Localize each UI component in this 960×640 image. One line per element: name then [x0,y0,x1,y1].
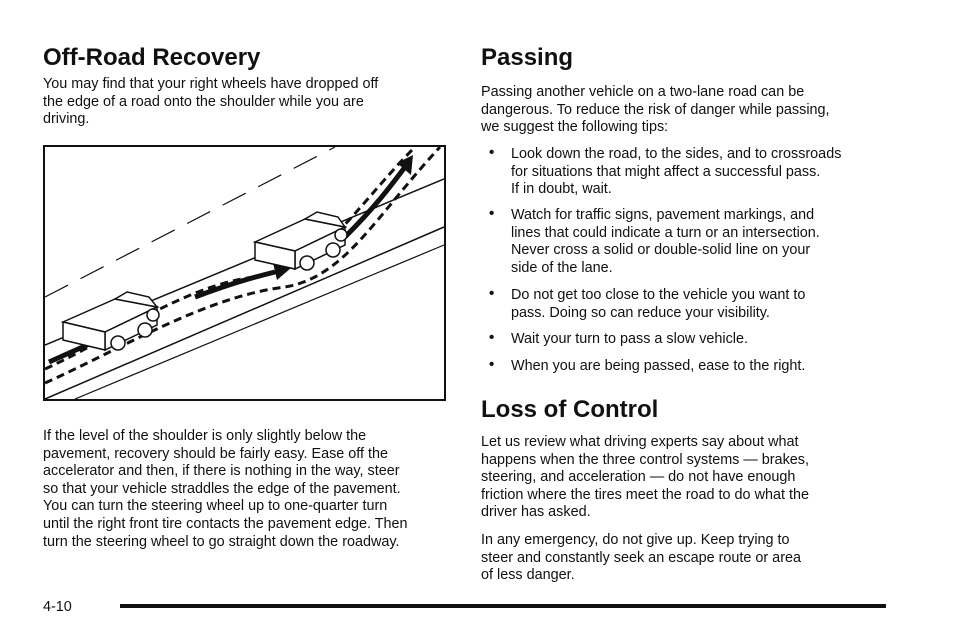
text-line: we suggest the following tips: [481,119,669,136]
bullet-icon: • [489,329,495,346]
text-line: Watch for traffic signs, pavement markings, and [511,207,815,223]
heading-off-road-recovery: Off-Road Recovery [43,44,261,71]
passing-intro [481,84,830,137]
loss-of-control-para-1 [481,434,809,522]
text-line: Look down the road, to the sides, and to crossroads [511,146,842,162]
text-line: happens when the three control systems — brakes, [481,451,809,468]
text-line: steer and constantly seek an escape route or area [481,549,801,566]
text-line: of less danger. [481,567,575,584]
bullet-icon: • [489,144,495,161]
text-line: lines that could indicate a turn or an intersection. [511,224,820,241]
text-line: You can turn the steering wheel up to one-quarter turn [43,498,388,515]
text-line: You may find that your right wheels have dropped off [43,76,379,92]
text-line: pass. Doing so can reduce your visibility. [511,304,770,321]
text-line: until the right front tire contacts the pavement edge. Then [43,515,408,532]
bullet-icon: • [489,356,495,373]
text-line: for situations that might affect a successful pass. [511,163,821,180]
text-line: pavement, recovery should be fairly easy. Ease off the [43,445,389,462]
bullet-icon: • [489,285,495,302]
off-road-body [43,428,408,551]
text-line: Do not get too close to the vehicle you want to [511,287,806,303]
page-number: 4-10 [43,599,72,615]
text-line: When you are being passed, ease to the right. [511,358,806,374]
text-line: turn the steering wheel to go straight down the roadway. [43,533,400,550]
off-road-recovery-illustration [43,145,446,401]
text-line: the edge of a road onto the shoulder while you are [43,93,364,110]
text-line: In any emergency, do not give up. Keep trying to [481,532,790,548]
footer-rule [120,604,886,608]
text-line: Never cross a solid or double-solid line on your [511,242,811,259]
text-line: Let us review what driving experts say about what [481,434,799,450]
text-line: side of the lane. [511,259,613,276]
text-line: If the level of the shoulder is only slightly below the [43,428,367,444]
text-line: driver has asked. [481,504,591,521]
text-line: accelerator and then, if there is nothing in the way, steer [43,463,400,480]
text-line: so that your vehicle straddles the edge of the pavement. [43,480,401,497]
text-line: friction where the tires meet the road to do what the [481,486,809,503]
bullet-icon: • [489,205,495,222]
text-line: Wait your turn to pass a slow vehicle. [511,331,749,347]
text-line: steering, and acceleration — do not have enough [481,469,796,486]
heading-passing: Passing [481,44,574,71]
text-line: driving. [43,111,90,128]
loss-of-control-para-2 [481,532,801,585]
text-line: If in doubt, wait. [511,181,612,198]
text-line: dangerous. To reduce the risk of danger while passing, [481,101,830,118]
text-line: Passing another vehicle on a two-lane road can be [481,84,805,100]
off-road-intro [43,76,378,129]
heading-loss-of-control: Loss of Control [481,396,659,423]
